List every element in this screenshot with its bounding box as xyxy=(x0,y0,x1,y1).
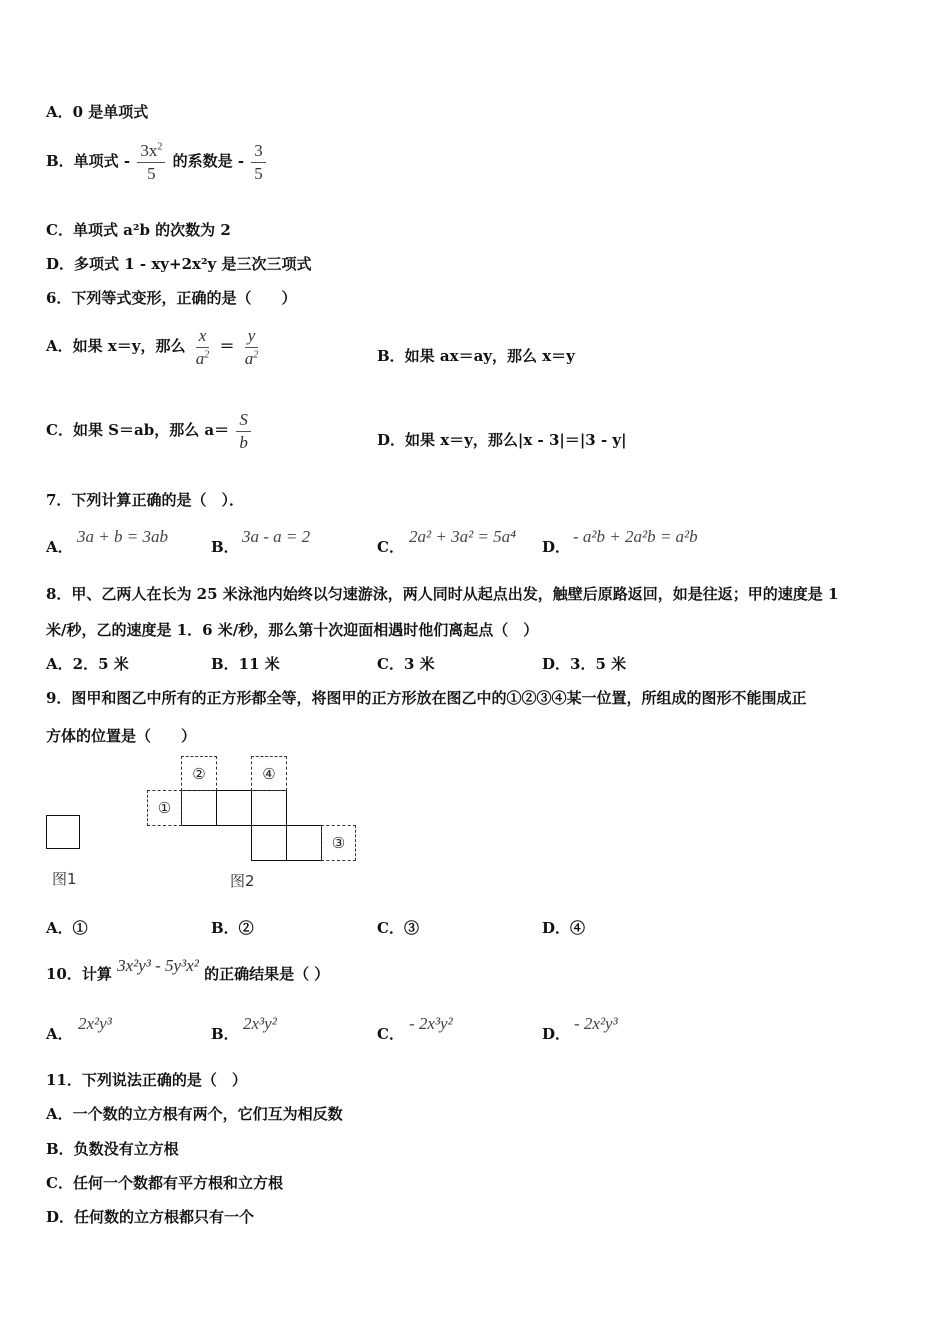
net-square xyxy=(251,790,287,826)
q7-stem: 7．下列计算正确的是（ ）． xyxy=(46,491,244,509)
q7-label-a: A． xyxy=(46,538,73,556)
net-square xyxy=(181,790,217,826)
q9-option-b: B．② xyxy=(211,919,254,937)
q11-option-d: D．任何数的立方根都只有一个 xyxy=(46,1208,255,1226)
q8-option-d: D．3．5 米 xyxy=(542,655,627,673)
figure1-caption: 图1 xyxy=(52,870,77,888)
q6-option-b: B．如果 ax＝ay，那么 x＝y xyxy=(377,347,575,365)
q6-option-d: D．如果 x＝y，那么|x - 3|＝|3 - y| xyxy=(377,431,627,449)
net-square xyxy=(216,790,252,826)
q9-stem-line1: 9．图甲和图乙中所有的正方形都全等，将图甲的正方形放在图乙中的①②③④某一位置，所组成的图形不能围成正 xyxy=(46,689,807,707)
q9-option-d: D．④ xyxy=(542,919,586,937)
net-square xyxy=(251,825,287,861)
q7-expr-c: 2a² + 3a² = 5a⁴ xyxy=(409,527,517,546)
q7-label-b: B． xyxy=(211,538,239,556)
q8-stem-line2: 米/秒，乙的速度是 1．6 米/秒，那么第十次迎面相遇时他们离起点（ ） xyxy=(46,621,539,639)
q5-option-c: C．单项式 a²b 的次数为 2 xyxy=(46,221,231,239)
q5-option-a: A．0 是单项式 xyxy=(46,103,149,121)
q9-option-c: C．③ xyxy=(377,919,419,937)
q6-option-a: A．如果 x＝y，那么 $\frac{x}{a^2}$ ＝ $\frac{y}{a^2}$ xyxy=(46,322,263,370)
q10-expression: 3x²y³ - 5y³x² xyxy=(117,956,199,975)
q8-option-a: A．2．5 米 xyxy=(46,655,129,673)
q7-expr-d: - a²b + 2a²b = a²b xyxy=(573,527,698,546)
q5-option-b: B．单项式 - $\frac{3x^2}{5}$ 的系数是 - $\frac{3}{5}$ xyxy=(46,138,268,185)
q11-option-a: A．一个数的立方根有两个，它们互为相反数 xyxy=(46,1105,343,1123)
q10-expr-b: 2x³y² xyxy=(243,1014,277,1033)
fraction-3-over-5: $\frac{3}{5}$ xyxy=(251,140,266,185)
position-3-marker: ③ xyxy=(321,825,356,861)
q6-option-c: C．如果 S＝ab，那么 a＝ $\frac{S}{b}$ xyxy=(46,406,253,454)
q7-expr-a: 3a + b = 3ab xyxy=(77,527,168,546)
fraction-y-over-a2: $\frac{y}{a^2}$ xyxy=(244,325,259,368)
q11-stem: 11．下列说法正确的是（ ） xyxy=(46,1071,247,1089)
q10-label-d: D． xyxy=(542,1025,571,1043)
q9-option-a: A．① xyxy=(46,919,88,937)
fraction-s-over-b: $\frac{S}{b}$ xyxy=(236,409,251,454)
q10-expr-a: 2x²y³ xyxy=(78,1014,112,1033)
q5-option-d: D．多项式 1 - xy+2x²y 是三次三项式 xyxy=(46,255,312,273)
q10-label-c: C． xyxy=(377,1025,404,1043)
q7-expr-b: 3a - a = 2 xyxy=(242,527,311,546)
q11-option-c: C．任何一个数都有平方根和立方根 xyxy=(46,1174,283,1192)
q8-option-c: C．3 米 xyxy=(377,655,435,673)
position-2-marker: ② xyxy=(181,756,217,791)
q8-stem-line1: 8．甲、乙两人在长为 25 米泳池内始终以匀速游泳，两人同时从起点出发，触壁后原路返回，如是往返；甲的速度是 1 xyxy=(46,585,839,603)
figure1-square xyxy=(46,815,80,849)
position-4-marker: ④ xyxy=(251,756,287,791)
q7-label-c: C． xyxy=(377,538,404,556)
q10-expr-d: - 2x²y³ xyxy=(574,1014,618,1033)
figure2-caption: 图2 xyxy=(230,872,255,890)
q8-option-b: B．11 米 xyxy=(211,655,280,673)
q10-label-b: B． xyxy=(211,1025,239,1043)
fraction-x-over-a2: $\frac{x}{a^2}$ xyxy=(195,325,210,368)
q10-label-a: A． xyxy=(46,1025,73,1043)
q10-expr-c: - 2x³y² xyxy=(409,1014,453,1033)
q7-label-d: D． xyxy=(542,538,571,556)
q6-stem: 6．下列等式变形，正确的是（ ） xyxy=(46,289,297,307)
net-square xyxy=(286,825,322,861)
position-1-marker: ① xyxy=(147,790,182,826)
fraction-3x2-over-5: $\frac{3x^2}{5}$ xyxy=(137,140,165,185)
q11-option-b: B．负数没有立方根 xyxy=(46,1140,179,1158)
q9-stem-line2: 方体的位置是（ ） xyxy=(46,727,197,745)
q10-stem: 10．计算 3x²y³ - 5y³x² 的正确结果是（ ） xyxy=(46,956,330,983)
